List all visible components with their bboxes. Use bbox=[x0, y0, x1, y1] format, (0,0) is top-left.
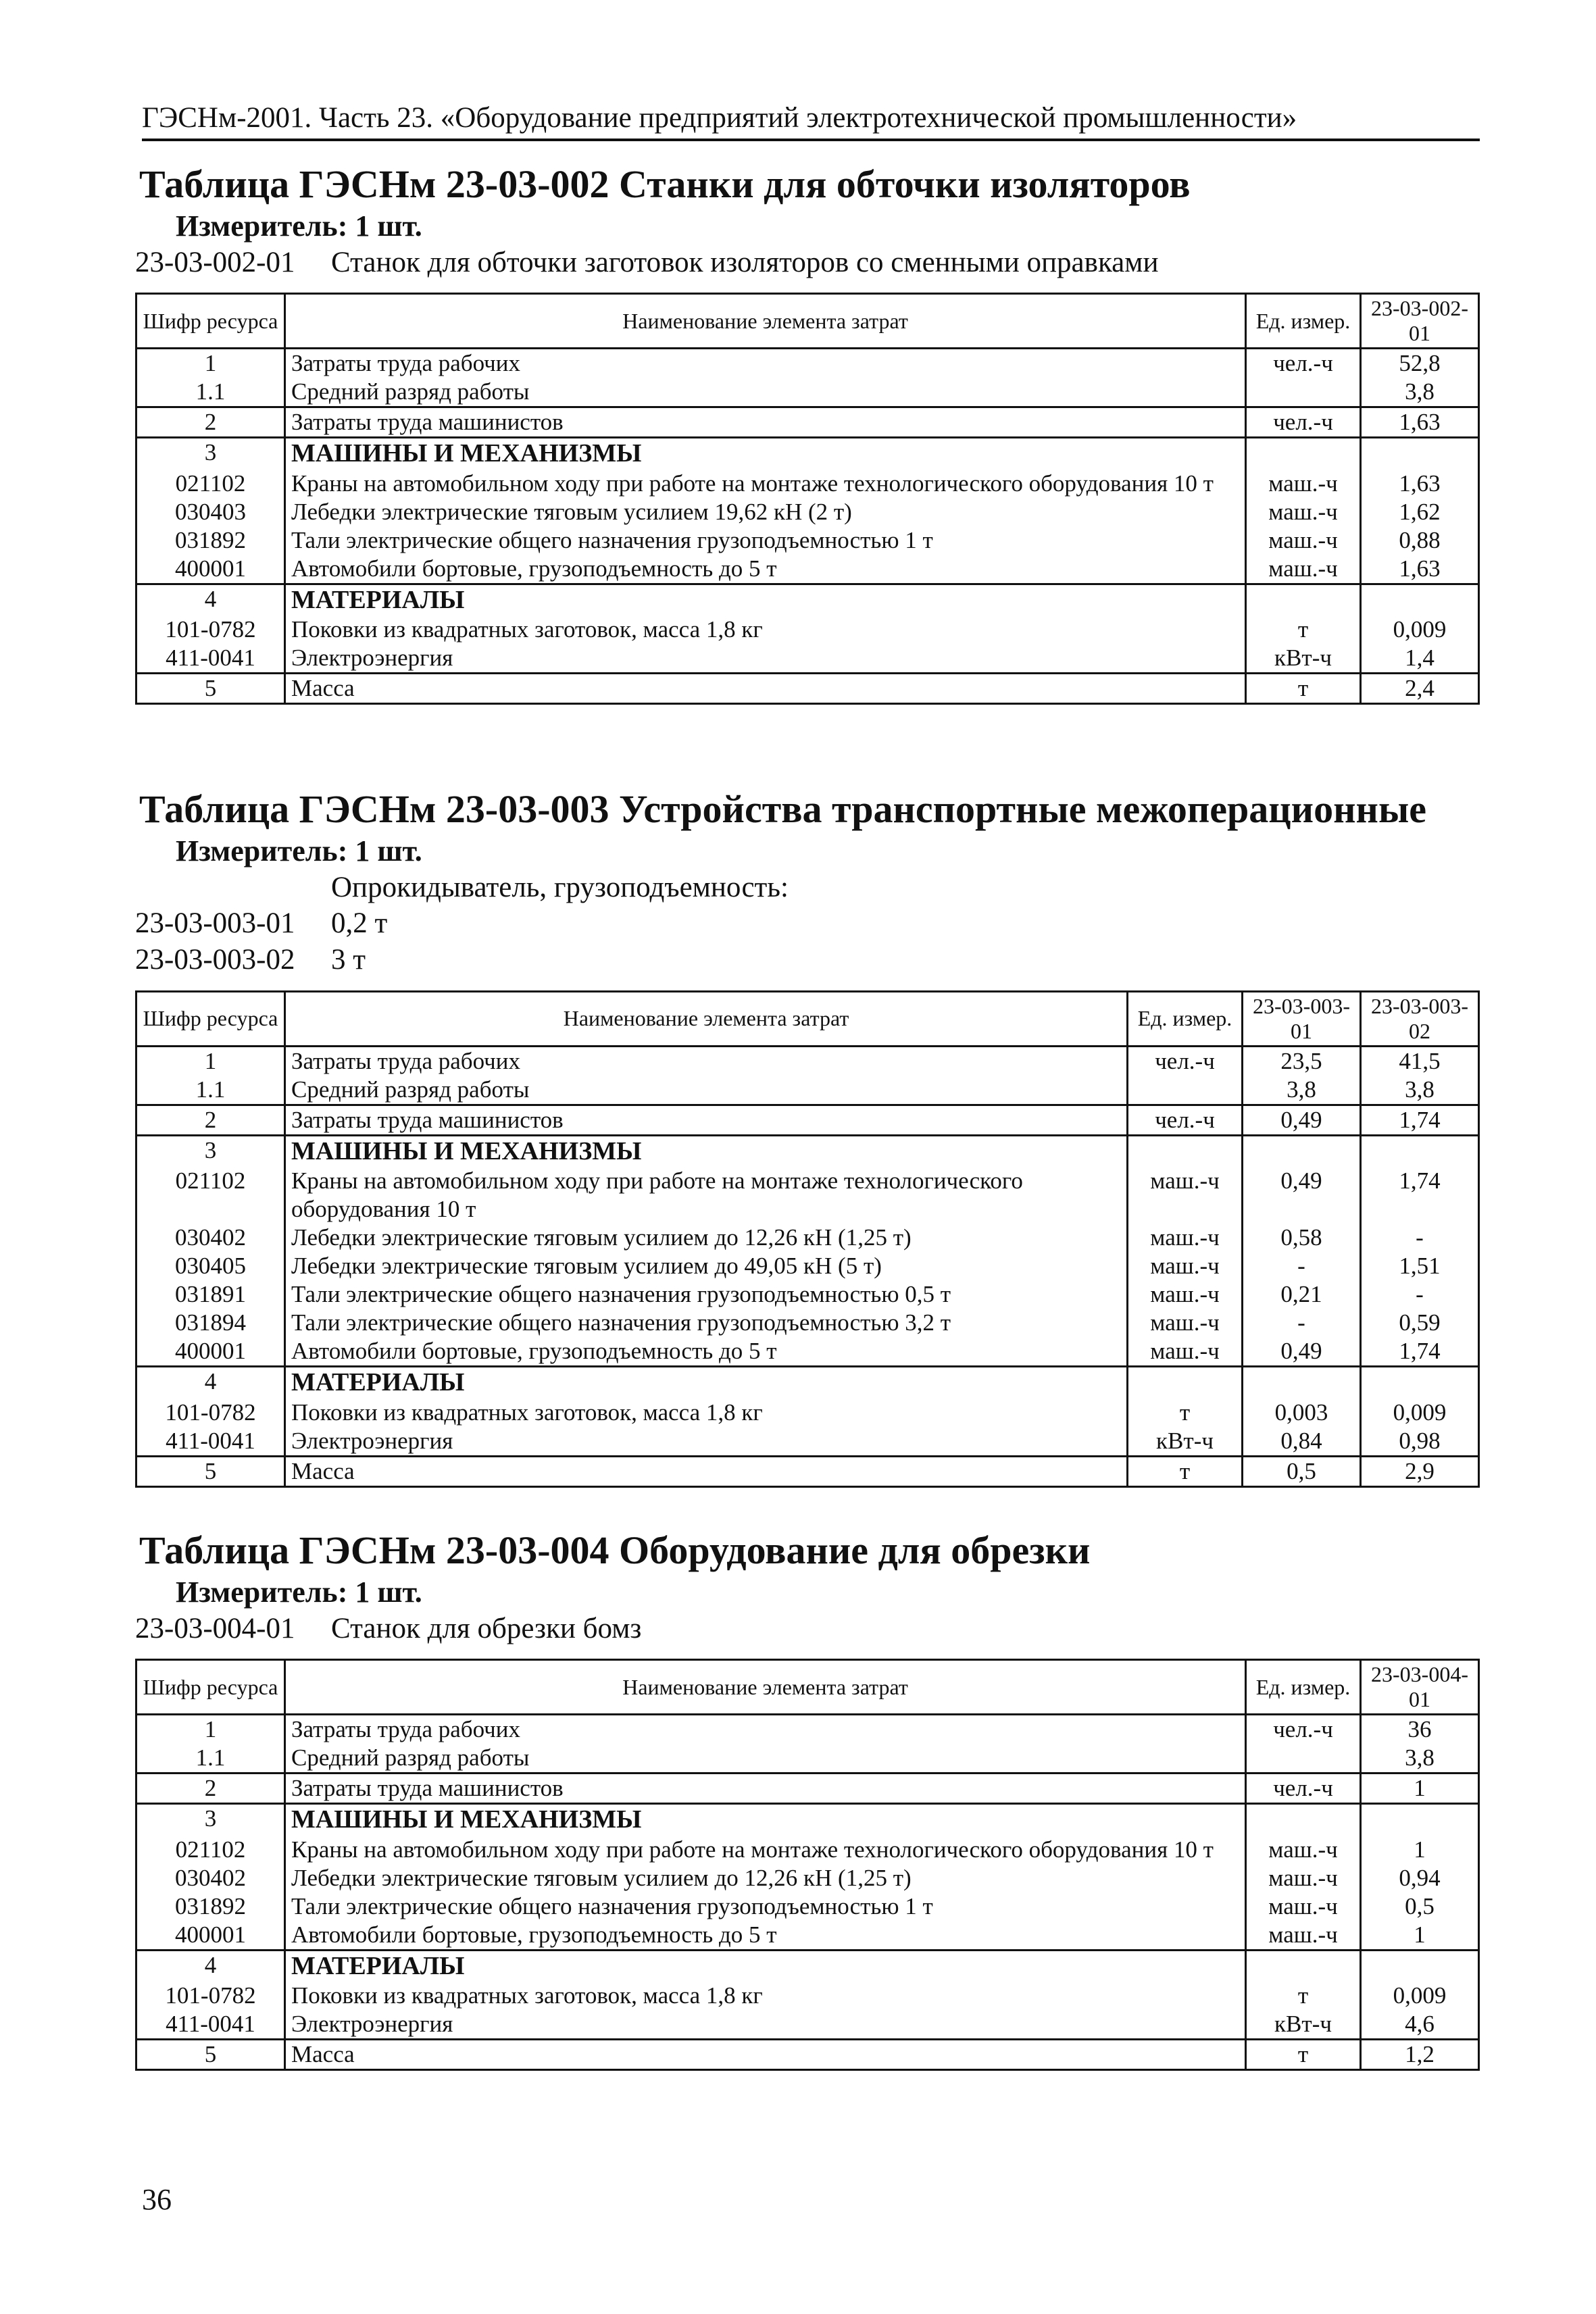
resource-table bbox=[135, 990, 1480, 1488]
row-code: 400001 bbox=[136, 1921, 285, 1951]
row-unit bbox=[1246, 1950, 1361, 1982]
row-name: Масса bbox=[285, 2040, 1246, 2070]
row-value: 1 bbox=[1361, 1774, 1479, 1804]
row-value bbox=[1243, 1367, 1361, 1399]
row-value: 1,4 bbox=[1361, 644, 1479, 674]
table-row bbox=[136, 584, 1479, 615]
row-unit: маш.-ч bbox=[1246, 526, 1361, 555]
row-value bbox=[1243, 1135, 1361, 1167]
row-unit: кВт-ч bbox=[1128, 1427, 1243, 1457]
row-code: 400001 bbox=[136, 1337, 285, 1367]
header-code: Шифр ресурса bbox=[136, 991, 285, 1046]
row-unit: кВт-ч bbox=[1246, 2010, 1361, 2040]
page-header: ГЭСНм-2001. Часть 23. «Оборудование предприятий электротехнической промышленности» bbox=[142, 101, 1480, 141]
row-code: 030402 bbox=[136, 1864, 285, 1892]
resource-table bbox=[135, 293, 1480, 705]
row-value: 0,98 bbox=[1361, 1427, 1479, 1457]
row-code: 031891 bbox=[136, 1280, 285, 1309]
table-row bbox=[136, 1309, 1479, 1337]
row-value: 0,009 bbox=[1361, 615, 1479, 644]
row-unit: маш.-ч bbox=[1246, 470, 1361, 498]
row-code: 030403 bbox=[136, 498, 285, 526]
table-row bbox=[136, 1774, 1479, 1804]
row-unit: чел.-ч bbox=[1246, 407, 1361, 438]
row-name: Лебедки электрические тяговым усилием до 49,05 кН (5 т) bbox=[285, 1252, 1128, 1280]
row-value bbox=[1361, 1950, 1479, 1982]
row-value: 23,5 bbox=[1243, 1046, 1361, 1076]
row-code: 031892 bbox=[136, 1892, 285, 1921]
row-name: Поковки из квадратных заготовок, масса 1,8 кг bbox=[285, 615, 1246, 644]
row-name: Затраты труда машинистов bbox=[285, 1105, 1128, 1135]
row-code: 4 bbox=[136, 584, 285, 615]
row-code: 1 bbox=[136, 1046, 285, 1076]
table-title: Таблица ГЭСНм 23-03-003 Устройства транспортные межоперационные bbox=[139, 787, 1426, 831]
row-value: 1,74 bbox=[1361, 1105, 1479, 1135]
table-header-row bbox=[136, 294, 1479, 349]
row-unit: чел.-ч bbox=[1246, 349, 1361, 378]
table-row bbox=[136, 1921, 1479, 1951]
row-value: 0,5 bbox=[1243, 1456, 1361, 1486]
row-value: 0,58 bbox=[1243, 1224, 1361, 1252]
table-row bbox=[136, 1982, 1479, 2010]
resource-table bbox=[135, 1659, 1480, 2071]
row-code: 411-0041 bbox=[136, 2010, 285, 2040]
row-value: - bbox=[1243, 1309, 1361, 1337]
row-name: Тали электрические общего назначения грузоподъемностью 3,2 т bbox=[285, 1309, 1128, 1337]
table-row bbox=[136, 674, 1479, 704]
row-name: Затраты труда рабочих bbox=[285, 349, 1246, 378]
header-unit: Ед. измер. bbox=[1246, 1660, 1361, 1715]
row-name: Масса bbox=[285, 1456, 1128, 1486]
table-row bbox=[136, 1367, 1479, 1399]
row-code: 3 bbox=[136, 1804, 285, 1836]
table-section-23-03-004 bbox=[135, 1528, 1480, 2071]
row-name: Затраты труда рабочих bbox=[285, 1046, 1128, 1076]
header-name: Наименование элемента затрат bbox=[285, 1660, 1246, 1715]
table-row bbox=[136, 1804, 1479, 1836]
norm-code-line bbox=[135, 905, 1480, 942]
row-name: Поковки из квадратных заготовок, масса 1,8 кг bbox=[285, 1399, 1128, 1427]
table-row bbox=[136, 1744, 1479, 1774]
row-value: 1,63 bbox=[1361, 470, 1479, 498]
row-unit: маш.-ч bbox=[1128, 1280, 1243, 1309]
norm-description: Станок для обточки заготовок изоляторов со сменными оправками bbox=[331, 246, 1159, 278]
norm-code: 23-03-004-01 bbox=[135, 1612, 295, 1644]
row-code: 1 bbox=[136, 349, 285, 378]
table-section-23-03-002 bbox=[135, 162, 1480, 705]
table-row bbox=[136, 407, 1479, 438]
row-code: 101-0782 bbox=[136, 1982, 285, 2010]
header-norm-code: 23-03-004-01 bbox=[1361, 1660, 1479, 1715]
row-value: 1,74 bbox=[1361, 1337, 1479, 1367]
row-name: Тали электрические общего назначения грузоподъемностью 1 т bbox=[285, 1892, 1246, 1921]
row-value: 0,21 bbox=[1243, 1280, 1361, 1309]
row-value: 1,51 bbox=[1361, 1252, 1479, 1280]
page-number: 36 bbox=[142, 2183, 172, 2216]
row-name: Краны на автомобильном ходу при работе на монтаже технологического оборудования 10 т bbox=[285, 1167, 1128, 1224]
row-code: 030402 bbox=[136, 1224, 285, 1252]
table-row bbox=[136, 644, 1479, 674]
row-unit: маш.-ч bbox=[1246, 1921, 1361, 1951]
intro-text: Опрокидыватель, грузоподъемность: bbox=[331, 871, 789, 903]
row-value: 1,63 bbox=[1361, 407, 1479, 438]
table-row bbox=[136, 2010, 1479, 2040]
row-code: 5 bbox=[136, 2040, 285, 2070]
row-unit: кВт-ч bbox=[1246, 644, 1361, 674]
row-name: Автомобили бортовые, грузоподъемность до 5 т bbox=[285, 555, 1246, 584]
row-value: 1,63 bbox=[1361, 555, 1479, 584]
norm-code: 23-03-003-02 bbox=[135, 944, 295, 976]
row-name: МАШИНЫ И МЕХАНИЗМЫ bbox=[285, 1135, 1128, 1167]
table-row bbox=[136, 2040, 1479, 2070]
table-row bbox=[136, 470, 1479, 498]
row-name: Лебедки электрические тяговым усилием до 12,26 кН (1,25 т) bbox=[285, 1864, 1246, 1892]
norm-description: 0,2 т bbox=[331, 907, 388, 940]
measure-unit: Измеритель: 1 шт. bbox=[176, 209, 422, 243]
row-value: 2,9 bbox=[1361, 1456, 1479, 1486]
row-name: МАШИНЫ И МЕХАНИЗМЫ bbox=[285, 1804, 1246, 1836]
row-code: 030405 bbox=[136, 1252, 285, 1280]
table-row bbox=[136, 1399, 1479, 1427]
table-row bbox=[136, 1892, 1479, 1921]
norm-description: 3 т bbox=[331, 944, 366, 976]
table-row bbox=[136, 498, 1479, 526]
row-name: Тали электрические общего назначения грузоподъемностью 0,5 т bbox=[285, 1280, 1128, 1309]
table-row bbox=[136, 1167, 1479, 1224]
row-name: Средний разряд работы bbox=[285, 378, 1246, 407]
row-code: 3 bbox=[136, 1135, 285, 1167]
row-value: 1,74 bbox=[1361, 1167, 1479, 1224]
row-value: 0,009 bbox=[1361, 1982, 1479, 2010]
row-code: 101-0782 bbox=[136, 615, 285, 644]
table-row bbox=[136, 1427, 1479, 1457]
row-name: Затраты труда машинистов bbox=[285, 1774, 1246, 1804]
table-row bbox=[136, 1715, 1479, 1744]
row-value: 0,94 bbox=[1361, 1864, 1479, 1892]
row-code: 411-0041 bbox=[136, 644, 285, 674]
norm-code: 23-03-003-01 bbox=[135, 907, 295, 940]
row-code: 1.1 bbox=[136, 1076, 285, 1105]
row-value: 0,49 bbox=[1243, 1105, 1361, 1135]
table-row bbox=[136, 615, 1479, 644]
row-unit bbox=[1128, 1135, 1243, 1167]
table-header-row bbox=[136, 991, 1479, 1046]
row-value: 1 bbox=[1361, 1921, 1479, 1951]
table-section-23-03-003 bbox=[135, 787, 1480, 1488]
row-value: 0,88 bbox=[1361, 526, 1479, 555]
row-unit: маш.-ч bbox=[1128, 1309, 1243, 1337]
row-name: Автомобили бортовые, грузоподъемность до 5 т bbox=[285, 1337, 1128, 1367]
row-unit: чел.-ч bbox=[1128, 1046, 1243, 1076]
row-name: Электроэнергия bbox=[285, 2010, 1246, 2040]
row-value: 1,2 bbox=[1361, 2040, 1479, 2070]
row-value: 3,8 bbox=[1361, 1076, 1479, 1105]
row-name: Лебедки электрические тяговым усилием до 12,26 кН (1,25 т) bbox=[285, 1224, 1128, 1252]
row-value: 4,6 bbox=[1361, 2010, 1479, 2040]
row-value: 41,5 bbox=[1361, 1046, 1479, 1076]
table-row bbox=[136, 1456, 1479, 1486]
row-unit bbox=[1128, 1367, 1243, 1399]
row-code: 4 bbox=[136, 1950, 285, 1982]
row-code: 4 bbox=[136, 1367, 285, 1399]
row-value bbox=[1361, 438, 1479, 470]
row-value: 1 bbox=[1361, 1836, 1479, 1864]
row-name: Краны на автомобильном ходу при работе на монтаже технологического оборудования 10 т bbox=[285, 1836, 1246, 1864]
header-norm-code: 23-03-003-01 bbox=[1243, 991, 1361, 1046]
header-norm-code: 23-03-002-01 bbox=[1361, 294, 1479, 349]
row-name: МАТЕРИАЛЫ bbox=[285, 1950, 1246, 1982]
row-value: 0,5 bbox=[1361, 1892, 1479, 1921]
row-value: 3,8 bbox=[1361, 378, 1479, 407]
row-name: Лебедки электрические тяговым усилием 19,62 кН (2 т) bbox=[285, 498, 1246, 526]
row-unit: т bbox=[1246, 615, 1361, 644]
row-value: 3,8 bbox=[1361, 1744, 1479, 1774]
table-row bbox=[136, 1337, 1479, 1367]
measure-unit: Измеритель: 1 шт. bbox=[176, 834, 422, 867]
row-name: МАШИНЫ И МЕХАНИЗМЫ bbox=[285, 438, 1246, 470]
row-unit: т bbox=[1246, 2040, 1361, 2070]
row-code: 2 bbox=[136, 407, 285, 438]
row-unit: маш.-ч bbox=[1128, 1224, 1243, 1252]
row-unit: т bbox=[1246, 674, 1361, 704]
table-title: Таблица ГЭСНм 23-03-004 Оборудование для обрезки bbox=[139, 1528, 1091, 1572]
row-code: 5 bbox=[136, 1456, 285, 1486]
row-unit: маш.-ч bbox=[1128, 1167, 1243, 1224]
row-name: Затраты труда машинистов bbox=[285, 407, 1246, 438]
row-unit: маш.-ч bbox=[1246, 1864, 1361, 1892]
row-value: - bbox=[1361, 1224, 1479, 1252]
row-value bbox=[1361, 1804, 1479, 1836]
row-code: 1.1 bbox=[136, 378, 285, 407]
row-value: 3,8 bbox=[1243, 1076, 1361, 1105]
norm-code-line bbox=[135, 245, 1480, 281]
header-name: Наименование элемента затрат bbox=[285, 294, 1246, 349]
norm-code-line bbox=[135, 1611, 1480, 1647]
row-code: 2 bbox=[136, 1774, 285, 1804]
row-value: 0,009 bbox=[1361, 1399, 1479, 1427]
row-code: 2 bbox=[136, 1105, 285, 1135]
row-code: 021102 bbox=[136, 470, 285, 498]
row-unit bbox=[1246, 378, 1361, 407]
row-name: Средний разряд работы bbox=[285, 1076, 1128, 1105]
header-code: Шифр ресурса bbox=[136, 294, 285, 349]
row-unit: маш.-ч bbox=[1246, 555, 1361, 584]
row-value: - bbox=[1361, 1280, 1479, 1309]
norm-description: Станок для обрезки бомз bbox=[331, 1612, 642, 1644]
header-unit: Ед. измер. bbox=[1246, 294, 1361, 349]
row-name: Средний разряд работы bbox=[285, 1744, 1246, 1774]
table-row bbox=[136, 1836, 1479, 1864]
row-name: МАТЕРИАЛЫ bbox=[285, 1367, 1128, 1399]
row-value: 1,62 bbox=[1361, 498, 1479, 526]
row-name: Краны на автомобильном ходу при работе на монтаже технологического оборудования 10 т bbox=[285, 470, 1246, 498]
row-value: 36 bbox=[1361, 1715, 1479, 1744]
row-code: 021102 bbox=[136, 1836, 285, 1864]
row-value: 0,003 bbox=[1243, 1399, 1361, 1427]
row-name: Тали электрические общего назначения грузоподъемностью 1 т bbox=[285, 526, 1246, 555]
row-unit bbox=[1246, 438, 1361, 470]
table-row bbox=[136, 526, 1479, 555]
row-value: 0,59 bbox=[1361, 1309, 1479, 1337]
row-name: Затраты труда рабочих bbox=[285, 1715, 1246, 1744]
table-row bbox=[136, 1046, 1479, 1076]
row-code: 021102 bbox=[136, 1167, 285, 1224]
table-row bbox=[136, 1076, 1479, 1105]
row-unit: маш.-ч bbox=[1246, 498, 1361, 526]
table-row bbox=[136, 1224, 1479, 1252]
header-unit: Ед. измер. bbox=[1128, 991, 1243, 1046]
row-unit bbox=[1246, 1804, 1361, 1836]
row-code: 400001 bbox=[136, 555, 285, 584]
row-value: 0,84 bbox=[1243, 1427, 1361, 1457]
row-name: Масса bbox=[285, 674, 1246, 704]
row-value bbox=[1361, 1135, 1479, 1167]
row-code: 031892 bbox=[136, 526, 285, 555]
row-unit: маш.-ч bbox=[1128, 1252, 1243, 1280]
header-name: Наименование элемента затрат bbox=[285, 991, 1128, 1046]
row-code: 1.1 bbox=[136, 1744, 285, 1774]
table-title: Таблица ГЭСНм 23-03-002 Станки для обточки изоляторов bbox=[139, 162, 1191, 206]
header-norm-code: 23-03-003-02 bbox=[1361, 991, 1479, 1046]
row-unit: маш.-ч bbox=[1246, 1892, 1361, 1921]
row-name: Электроэнергия bbox=[285, 1427, 1128, 1457]
row-value: - bbox=[1243, 1252, 1361, 1280]
row-name: Поковки из квадратных заготовок, масса 1,8 кг bbox=[285, 1982, 1246, 2010]
row-unit: т bbox=[1128, 1399, 1243, 1427]
table-row bbox=[136, 438, 1479, 470]
row-code: 101-0782 bbox=[136, 1399, 285, 1427]
table-row bbox=[136, 1864, 1479, 1892]
table-row bbox=[136, 1252, 1479, 1280]
row-name: МАТЕРИАЛЫ bbox=[285, 584, 1246, 615]
row-unit bbox=[1246, 1744, 1361, 1774]
row-code: 3 bbox=[136, 438, 285, 470]
row-code: 031894 bbox=[136, 1309, 285, 1337]
row-unit: маш.-ч bbox=[1128, 1337, 1243, 1367]
table-row bbox=[136, 378, 1479, 407]
table-row bbox=[136, 1280, 1479, 1309]
row-code: 5 bbox=[136, 674, 285, 704]
row-value bbox=[1361, 584, 1479, 615]
table-row bbox=[136, 1105, 1479, 1135]
row-unit bbox=[1128, 1076, 1243, 1105]
norm-code-line bbox=[135, 942, 1480, 978]
row-unit: т bbox=[1246, 1982, 1361, 2010]
row-name: Автомобили бортовые, грузоподъемность до 5 т bbox=[285, 1921, 1246, 1951]
table-row bbox=[136, 555, 1479, 584]
table-row bbox=[136, 1950, 1479, 1982]
row-unit: чел.-ч bbox=[1128, 1105, 1243, 1135]
row-code: 411-0041 bbox=[136, 1427, 285, 1457]
row-unit: маш.-ч bbox=[1246, 1836, 1361, 1864]
row-value: 0,49 bbox=[1243, 1337, 1361, 1367]
row-name: Электроэнергия bbox=[285, 644, 1246, 674]
measure-unit: Измеритель: 1 шт. bbox=[176, 1575, 422, 1609]
table-header-row bbox=[136, 1660, 1479, 1715]
norm-code: 23-03-002-01 bbox=[135, 246, 295, 278]
row-value bbox=[1361, 1367, 1479, 1399]
row-code: 1 bbox=[136, 1715, 285, 1744]
row-unit: т bbox=[1128, 1456, 1243, 1486]
header-code: Шифр ресурса bbox=[136, 1660, 285, 1715]
row-unit: чел.-ч bbox=[1246, 1715, 1361, 1744]
row-value: 0,49 bbox=[1243, 1167, 1361, 1224]
table-row bbox=[136, 1135, 1479, 1167]
table-row bbox=[136, 349, 1479, 378]
row-value: 52,8 bbox=[1361, 349, 1479, 378]
row-value: 2,4 bbox=[1361, 674, 1479, 704]
row-unit bbox=[1246, 584, 1361, 615]
row-unit: чел.-ч bbox=[1246, 1774, 1361, 1804]
